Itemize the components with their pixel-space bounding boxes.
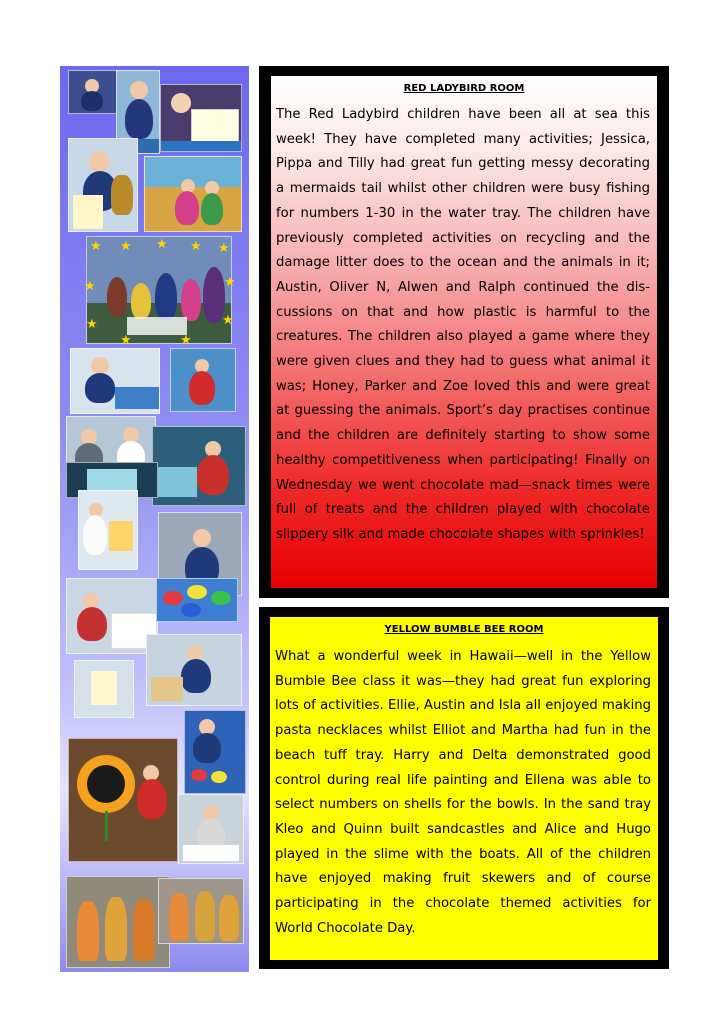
photo-chocolate-flower-and-girl (68, 738, 178, 862)
star-decoration-icon: ★ (190, 239, 202, 254)
yellow-bumble-bee-room-panel (259, 607, 669, 969)
photo-boy-with-bowls (184, 710, 246, 794)
red-ladybird-room-text: The Red Ladybird children have been all at sea this week! They have completed many activities; Jessica, Pippa and Tilly had great fun getting messy decorating a mermaids tail whilst other children were busy fishing for numbers 1-30 in the water tray. The children have previously completed activities on recycling and the damage litter does to the ocean and the animals in it; Austin, Oliver N, Alwen and Ralph continued the discussions on that and how plastic is harmful to the creatures. The children also played a game where they were given clues and they had to guess what animal it was; Honey, Parker and Zoe loved this and were great at guessing the animals. Sport’s day practises continue and the children are definitely starting to show some healthy competitiveness when participating! Finally on Wednesday we went chocolate mad—snack times were full of treats and the children played with chocolate slippery silk and made chocolate shapes with sprinkles! (276, 107, 650, 542)
photo-boy-at-table (70, 348, 160, 414)
star-decoration-icon: ★ (224, 275, 236, 290)
photo-boy-with-craft (146, 634, 242, 706)
star-decoration-icon: ★ (156, 237, 168, 252)
star-decoration-icon: ★ (90, 239, 102, 254)
photo-girl-painting (78, 490, 138, 570)
yellow-bumble-bee-room-content (270, 617, 658, 960)
star-decoration-icon: ★ (180, 333, 192, 348)
photo-boy-with-tray (152, 426, 246, 506)
star-decoration-icon: ★ (120, 333, 132, 348)
yellow-bumble-bee-room-heading: YELLOW BUMBLE BEE ROOM (384, 624, 544, 635)
photo-girl-in-red-apron (170, 348, 236, 412)
star-decoration-icon: ★ (86, 317, 98, 332)
photo-girl-with-paints (66, 578, 158, 654)
red-ladybird-room-content (271, 76, 657, 588)
photo-children-at-table (68, 70, 118, 114)
photo-children-dressed-up (144, 156, 242, 232)
red-ladybird-room-panel (259, 66, 669, 598)
star-decoration-icon: ★ (84, 279, 96, 294)
star-decoration-icon: ★ (120, 239, 132, 254)
photo-children-mermaid-tails (66, 876, 170, 968)
photo-collage-strip (60, 66, 249, 972)
photo-colourful-bowls (156, 578, 238, 622)
yellow-bumble-bee-room-text: What a wonderful week in Hawaii—well in the Yellow Bumble Bee class it was—they had great fun exploring lots of activities. Ellie, Austin and Isla all enjoyed making pasta necklaces whilst Elliot and Martha had fun in the beach tuff tray. Harry and Delta demonstrated good control during real life painting and Ellena was able to select numbers on shells for the bowls. In the sand tray Kleo and Quinn built sandcastles and Alice and Hugo played in the slime with the boats. All of the children have enjoyed making fruit skewers and of course participating in the chocolate themed activities for World Chocolate Day. (275, 649, 651, 936)
photo-girl-at-table-crafts (178, 794, 244, 864)
photo-children-mermaid-tails-2 (158, 878, 244, 944)
photo-child-with-picture (74, 660, 134, 718)
photo-group-with-stars (86, 236, 232, 344)
star-decoration-icon: ★ (218, 241, 230, 256)
photo-girl-holding-picture (160, 84, 242, 152)
red-ladybird-room-heading: RED LADYBIRD ROOM (403, 83, 525, 94)
photo-girl-with-pineapple (68, 138, 138, 232)
star-decoration-icon: ★ (222, 313, 234, 328)
